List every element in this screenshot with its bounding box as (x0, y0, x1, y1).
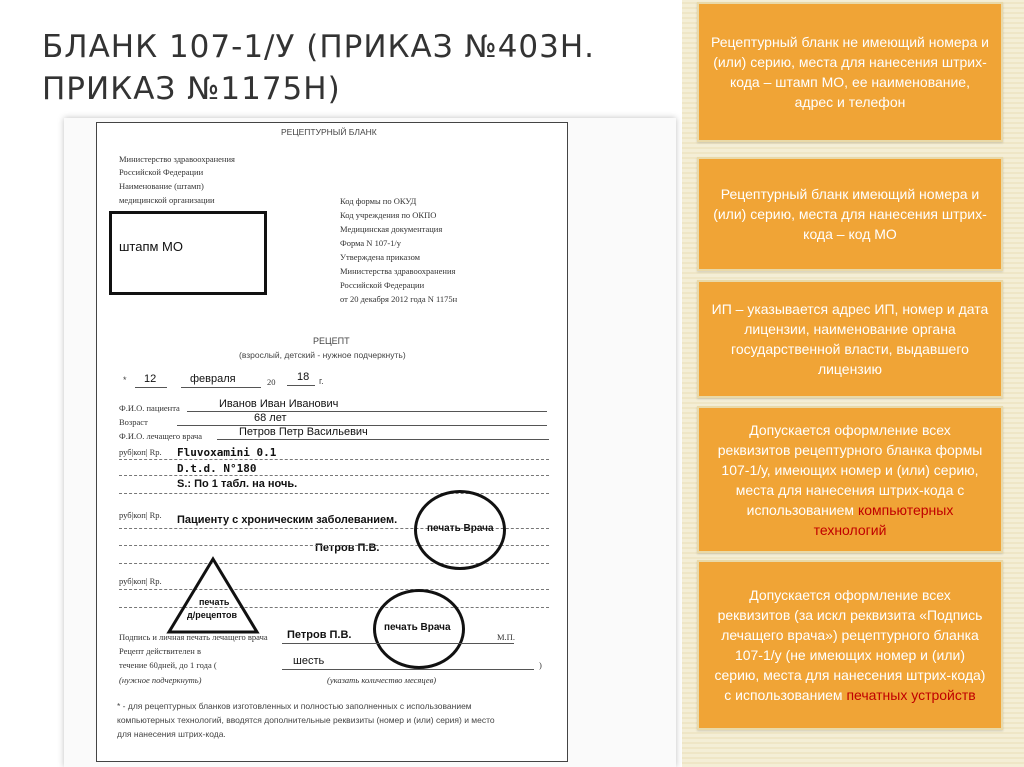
info-panel-text: Рецептурный бланк имеющий номера и (или) серию, места для нанесения штрих-кода – код МО (713, 186, 987, 242)
info-panel-text: ИП – указывается адрес ИП, номер и дата лицензии, наименование органа государственной власти, выдавшего лицензию (711, 301, 989, 377)
valid-hint-1: (нужное подчеркнуть) (119, 675, 202, 685)
recipe-subtitle: (взрослый, детский - нужное подчеркнуть) (239, 350, 406, 360)
date-month: февраля (190, 373, 236, 385)
valid-label-1: Рецепт действителен в (119, 646, 201, 656)
triangle-label-1: печать (199, 597, 230, 607)
age-value: 68 лет (254, 412, 287, 424)
code-line: Утверждена приказом (340, 252, 421, 262)
code-line: Форма N 107-1/у (340, 238, 402, 248)
rp-line3: S.: По 1 табл. на ночь. (177, 478, 298, 490)
footnote-line: * - для рецептурных бланков изготовленных и полностью заполненных с использованием (117, 701, 472, 711)
sign-value: Петров П.В. (287, 629, 352, 641)
doctor-label: Ф.И.О. лечащего врача (119, 431, 203, 441)
triangle-label-2: д/рецептов (187, 610, 238, 620)
info-panel-5 (697, 560, 1003, 730)
info-panel-text: Допускается оформление всех реквизитов рецептурного бланка формы 107-1/у, имеющих номер и (или) серию, места для нанесения штрих-кода с использованием (717, 421, 983, 518)
date-month-line (181, 387, 261, 388)
date-year-prefix: 20 (267, 377, 276, 387)
info-panel-2 (697, 157, 1003, 271)
footnote-line: компьютерных технологий, вводятся дополнительные реквизиты (номер и (или) серия) и место (117, 715, 495, 725)
valid-label-2: течение 60дней, до 1 года ( (119, 660, 217, 670)
sign-line (282, 643, 514, 644)
slide-title (42, 26, 682, 110)
footnote-line: для нанесения штрих-кода. (117, 729, 226, 739)
code-line: Российской Федерации (340, 280, 425, 290)
valid-line (282, 669, 534, 670)
stamp-box (109, 211, 267, 295)
doctor-sign-1: Петров П.В. (315, 542, 380, 554)
info-panel-1 (697, 2, 1003, 142)
patient-label: Ф.И.О. пациента (119, 403, 180, 413)
code-line: от 20 декабря 2012 года N 1175н (340, 294, 458, 304)
ministry-line: Министерство здравоохранения (119, 154, 235, 164)
date-star: * (123, 375, 127, 385)
rp-dash-line (119, 493, 549, 494)
doctor-seal-label: печать Врача (427, 523, 494, 534)
doctor-seal-label-2: печать Врача (384, 622, 451, 633)
age-label: Возраст (119, 417, 148, 427)
rp-line1: Fluvoxamini 0.1 (177, 446, 277, 459)
rub-rp-label: руб|коп| Rp. (119, 510, 162, 520)
ministry-line: Наименование (штамп) (119, 181, 204, 191)
rp-dash-line (119, 459, 549, 460)
info-panel-text: Допускается оформление всех реквизитов (за искл реквизита «Подпись лечащего врача») рецептурного бланка 107-1/у (не имеющих номер и (или) серию, места для нанесения штрих-кода) с использованием (714, 587, 986, 703)
doctor-line (217, 439, 549, 440)
valid-close: ) (539, 660, 542, 670)
prescription-stamp-triangle (165, 556, 261, 636)
ministry-line: медицинской организации (119, 195, 215, 205)
stamp-label: штапм МО (119, 239, 183, 254)
date-day-line (135, 387, 167, 388)
info-panel-3 (697, 280, 1003, 398)
code-line: Медицинская документация (340, 224, 443, 234)
doctor-seal-circle-2 (373, 589, 465, 669)
info-panel-highlight: компьютерных технологий (813, 501, 954, 538)
chronic-note: Пациенту с хроническим заболеванием. (177, 514, 398, 526)
mp-label: М.П. (497, 632, 515, 642)
info-panel-text: Рецептурный бланк не имеющий номера и (или) серию, места для нанесения штрих-кода – штамп МО, ее наименование, адрес и телефон (711, 34, 989, 110)
recipe-title: РЕЦЕПТ (313, 336, 350, 346)
patient-line (187, 411, 547, 412)
rp-dash-line (119, 475, 549, 476)
doctor-seal-circle (414, 490, 506, 570)
code-line: Код учреждения по ОКПО (340, 210, 437, 220)
prescription-form (96, 122, 568, 762)
rp-line2: D.t.d. N°180 (177, 462, 257, 475)
patient-value: Иванов Иван Иванович (219, 398, 339, 410)
doctor-value: Петров Петр Васильевич (239, 426, 368, 438)
slide-title-line2: ПРИКАЗ №1175Н) (42, 71, 341, 107)
sign-label: Подпись и личная печать лечащего врача (119, 632, 268, 642)
rub-rp-label: руб|коп| Rp. (119, 447, 162, 457)
code-line: Код формы по ОКУД (340, 196, 417, 206)
code-line: Министерства здравоохранения (340, 266, 456, 276)
slide-title-line1: БЛАНК 107-1/У (ПРИКАЗ №403Н. (42, 29, 596, 65)
form-header: РЕЦЕПТУРНЫЙ БЛАНК (281, 127, 377, 137)
date-year: 18 (297, 371, 310, 383)
rub-rp-label: руб|коп| Rp. (119, 576, 162, 586)
info-panel-4 (697, 406, 1003, 553)
date-year-line (287, 385, 315, 386)
valid-hint-2: (указать количество месяцев) (327, 675, 437, 685)
ministry-line: Российской Федерации (119, 167, 204, 177)
info-panel-highlight: печатных устройств (846, 687, 976, 703)
date-suffix: г. (319, 376, 324, 386)
date-day: 12 (144, 373, 157, 385)
valid-value: шесть (293, 655, 325, 667)
